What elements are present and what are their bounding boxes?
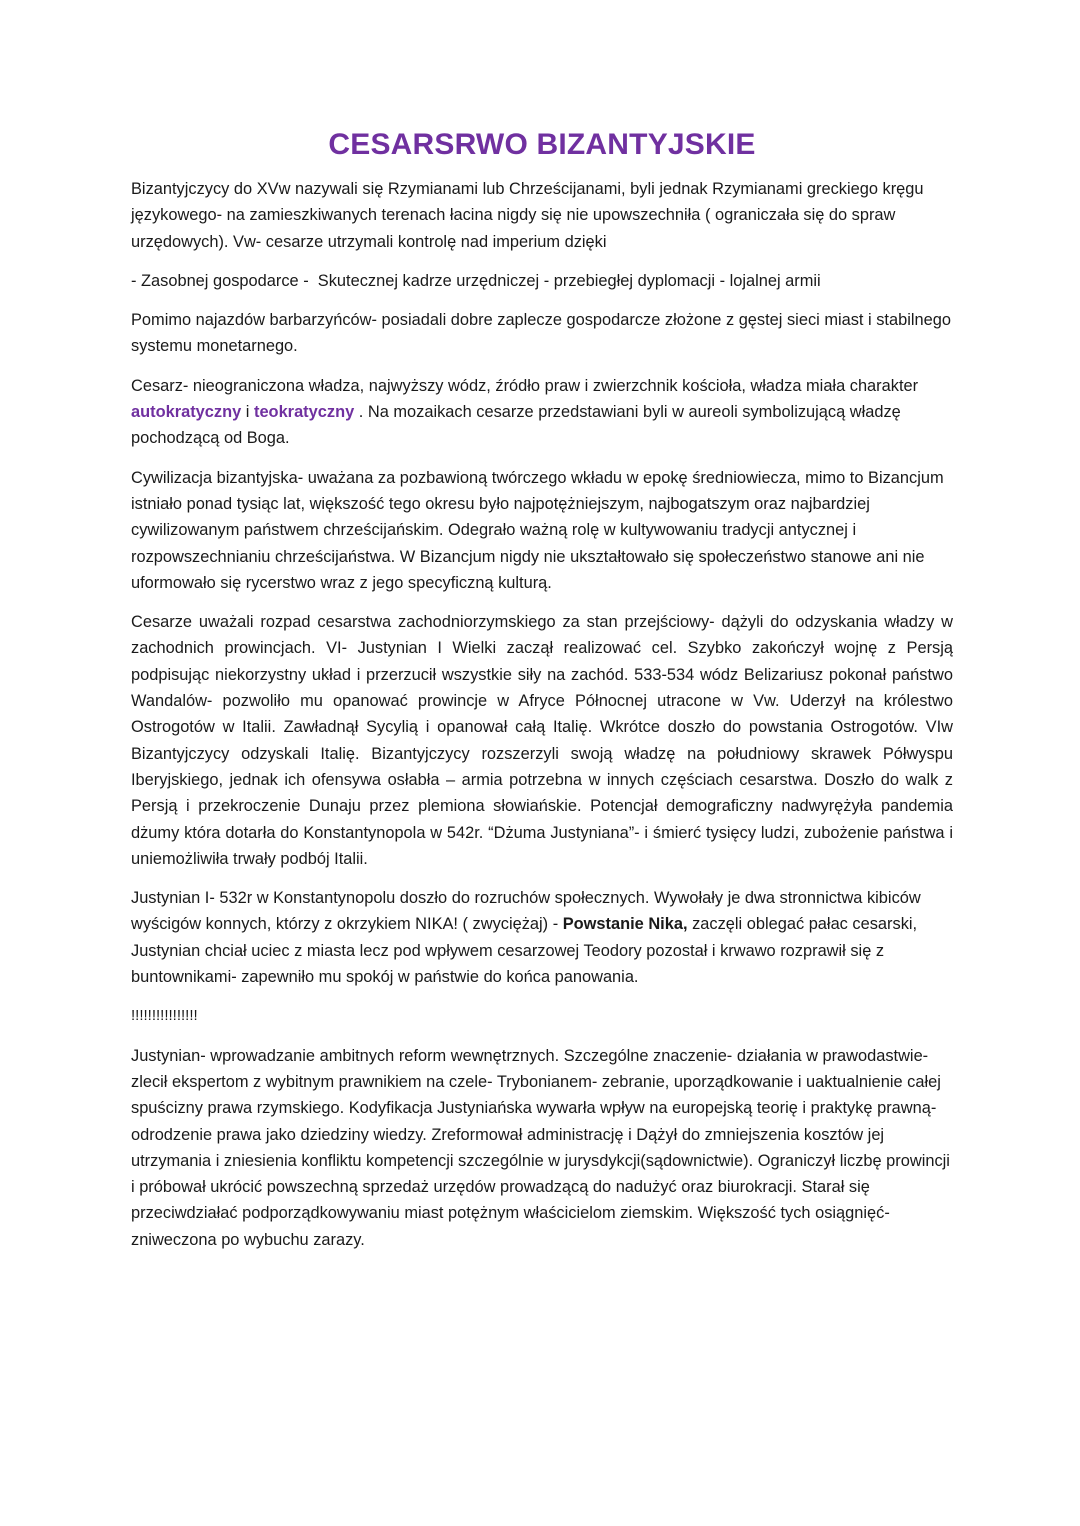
paragraph-reforms: Justynian- wprowadzanie ambitnych reform wewnętrznych. Szczególne znaczenie- działania w prawodastwie- zlecił ekspertom z wybitnym prawnikiem na czele- Trybonianem- zebranie, uporządkowanie i uaktualnienie całej spuścizny prawa rzymskiego. Kodyfikacja Justyniańska wywarła wpływ na europejską teorię i praktykę prawną- odrodzenie prawa jako dziedziny wiedzy. Zreformował administrację i Dążył do zmniejszenia kosztów jej utrzymania i zniesienia konfliktu kompetencji szczególnie w jurysdykcji(sądownictwie). Ograniczył liczbę prowincji i próbował ukrócić powszechną sprzedaż urzędów prowadzącą do nadużyć oraz biurokracji. Starał się przeciwdziałać podporządkowywaniu miast potężnym właścicielom ziemskim. Większość tych osiągnięć- zniweczona po wybuchu zarazy. <box>131 1046 950 1249</box>
document-title: CESARSRWO BIZANTYJSKIE <box>328 128 756 161</box>
text-span: . Na mozaikach cesarze przedstawiani byli w aureoli symbolizującą władzę pochodzącą od Boga. <box>131 403 901 448</box>
term-theocratic: teokratyczny <box>253 403 355 422</box>
paragraph-nika-revolt <box>131 885 953 990</box>
paragraph-economy: Pomimo najazdów barbarzyńców- posiadali dobre zaplecze gospodarcze złożone z gęstej sieci miast i stabilnego systemu monetarnego. <box>131 311 951 356</box>
text-span: i <box>241 403 254 422</box>
paragraph-emperor <box>131 373 953 452</box>
bullet-item: - Zasobnej gospodarce <box>131 271 299 290</box>
bullet-item: - Skutecznej kadrze urzędniczej <box>303 271 540 290</box>
paragraph-justinian-wars: Cesarze uważali rozpad cesarstwa zachodniorzymskiego za stan przejściowy- dążyli do odzyskania władzy w zachodnich prowincjach. VI- Justynian I Wielki zaczął realizować cel. Szybko zakończył wojnę z Persją podpisując niekorzystny układ i przerzucił wszystkie siły na zachód. 533-534 wódz Belizariusz pokonał państwo Wandalów- pozwoliło mu opanować prowincje w Afryce Północnej utracone w Vw. Uderzył na królestwo Ostrogotów w Italii. Zawładnął Sycylią i opanował całą Italię. Wkrótce doszło do powstania Ostrogotów. VIw Bizantyjczycy odzyskali Italię. Bizantyjczycy rozszerzyli swoją władzę na południowy skrawek Półwyspu Iberyjskiego, jednak ich ofensywa osłabła – armia potrzebna w innych częściach cesarstwa. Doszło do walk z Persją i przekroczenie Dunaju przez plemiona słowiańskie. Potencjał demograficzny nadwyrężyła pandemia dżumy która dotarła do Konstantynopola w 542r. “Dżuma Justyniana”- i śmierć tysięcy ludzi, zubożenie państwa i uniemożliwiła trwały podbój Italii. <box>131 613 953 868</box>
bullet-list <box>131 268 953 294</box>
text-span: Justynian I- 532r w Konstantynopolu doszło do rozruchów społecznych. Wywołały je dwa stronnictwa kibiców wyścigów konnych, którzy z okrzykiem NIKA! ( zwyciężaj) - <box>131 889 921 934</box>
text-span: zaczęli oblegać pałac cesarski, Justynian chciał uciec z miasta lecz pod wpływem cesarzowej Teodory pozostał i krwawo rozprawił się z buntownikami- zapewniło mu spokój w państwie do końca panowania. <box>131 915 918 987</box>
term-autocratic: autokratyczny <box>131 403 242 422</box>
exclamation-line: !!!!!!!!!!!!!!!! <box>131 1007 198 1025</box>
paragraph-intro: Bizantyjczycy do XVw nazywali się Rzymianami lub Chrześcijanami, byli jednak Rzymianami greckiego kręgu językowego- na zamieszkiwanych terenach łacina nigdy się nie upowszechniła ( ograniczała się do spraw urzędowych). Vw- cesarze utrzymali kontrolę nad imperium dzięki <box>131 180 924 251</box>
paragraph-civilization: Cywilizacja bizantyjska- uważana za pozbawioną twórczego wkładu w epokę średniowiecza, mimo to Bizancjum istniało ponad tysiąc lat, większość tego okresu było najpotężniejszym, najbogatszym oraz najbardziej cywilizowanym państwem chrześcijańskim. Odegrało ważną rolę w kultywowaniu tradycji antycznej i rozpowszechnianiu chrześcijaństwa. W Bizancjum nigdy nie ukształtowało się społeczeństwo stanowe ani nie uformowało się rycerstwo wraz z jego specyficzną kulturą. <box>131 468 944 592</box>
term-nika-revolt: Powstanie Nika, <box>562 915 688 934</box>
bullet-item: - przebiegłej dyplomacji <box>543 271 716 290</box>
bullet-item: - lojalnej armii <box>719 271 821 290</box>
document-page <box>131 128 953 1266</box>
text-span: Cesarz- nieograniczona władza, najwyższy wódz, źródło praw i zwierzchnik kościoła, władza miała charakter <box>131 376 919 395</box>
